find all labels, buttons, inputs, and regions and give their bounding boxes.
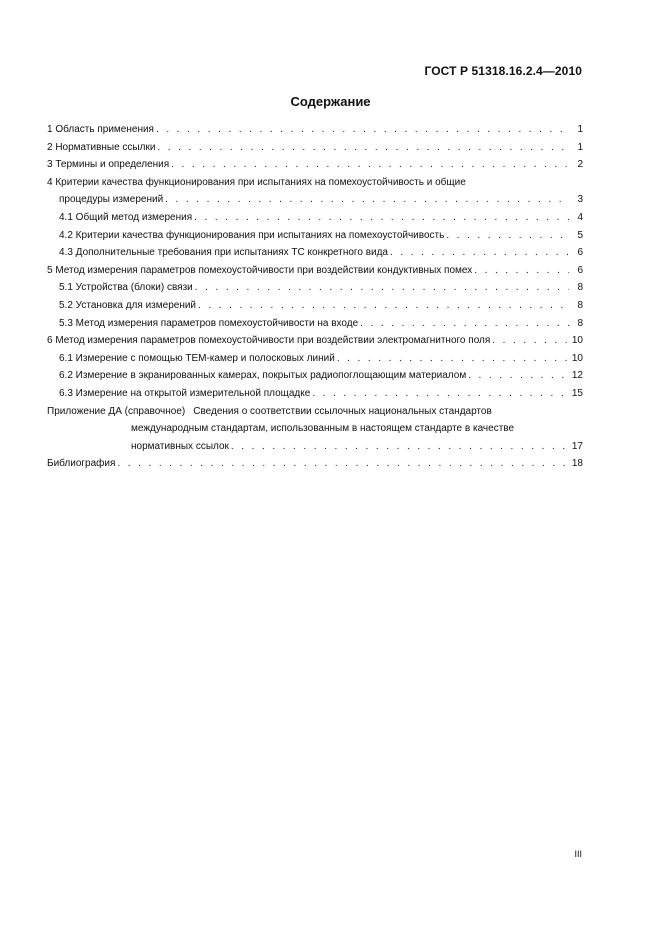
document-code: ГОСТ Р 51318.16.2.4—2010 [424,64,582,78]
toc-entry-page: 8 [577,299,583,311]
appendix-title-line: международным стандартам, использованным в настоящем стандарте в качестве [131,423,515,435]
toc-title: Содержание [290,94,371,109]
dot-leader [198,297,569,315]
dot-leader [492,332,568,350]
toc-entry-page: 10 [571,352,583,364]
toc-entry-6-2[interactable] [47,367,583,385]
toc-entry-4-2[interactable] [47,227,583,245]
toc-entry-label: 6 Метод измерения параметров помехоустойчивости при воздействии электромагнитного поля [47,335,491,347]
dot-leader [360,315,569,333]
toc-entry-page: 10 [571,335,583,347]
toc-entry-label: 2 Нормативные ссылки [47,141,156,153]
dot-leader [231,438,568,456]
toc-entry-label: 1 Область применения [47,124,154,135]
toc-entry-label-line: 4 Критерии качества функционирования при испытаниях на помехоустойчивость и общие [47,176,466,188]
page-number: III [574,849,582,859]
toc-entry-page: 8 [577,282,583,294]
toc-entry-page: 15 [571,387,583,399]
toc-entry-page: 1 [577,124,583,135]
toc-entry-page: 5 [577,229,583,241]
toc-entry-6-3[interactable] [47,385,583,403]
dot-leader [337,350,568,368]
toc-entry-appendix[interactable] [47,403,583,456]
toc-entry-label: 5.2 Установка для измерений [59,299,197,311]
toc-entry-label: 3 Термины и определения [47,159,170,171]
dot-leader [117,455,567,473]
toc-entry-4-end [47,191,583,209]
dot-leader [312,385,568,403]
dot-leader [171,156,569,174]
toc-entry-page: 12 [571,370,583,382]
dot-leader [390,244,569,262]
dot-leader [165,191,569,209]
toc-entry-label: 5.1 Устройства (блоки) связи [59,282,193,294]
toc-entry-4-3[interactable] [47,244,583,262]
toc-entry-label: 4.2 Критерии качества функционирования при испытаниях на помехоустойчивость [59,229,445,241]
toc-entry-label: 6.2 Измерение в экранированных камерах, покрытых радиопоглощающим материалом [59,370,467,382]
toc-entry-3[interactable] [47,156,583,174]
toc-entry-page: 8 [577,317,583,329]
toc-entry-5[interactable] [47,262,583,280]
toc-entry-2[interactable] [47,139,583,157]
toc-entry-label: нормативных ссылок [131,440,229,452]
appendix-title-line: Сведения о соответствии ссылочных национальных стандартов [193,405,492,417]
toc-entry-page: 1 [577,141,583,153]
toc-entry-4-1[interactable] [47,209,583,227]
toc-entry-5-3[interactable] [47,315,583,333]
dot-leader [157,139,569,157]
appendix-prefix: Приложение ДА (справочное) [47,405,186,417]
toc-entry-label: 6.3 Измерение на открытой измерительной площадке [59,387,311,399]
toc-entry-4[interactable] [47,174,583,209]
toc-entry-page: 6 [577,247,583,259]
toc-entry-page: 3 [577,194,583,206]
toc-entry-6[interactable] [47,332,583,350]
toc-entry-page: 17 [571,440,583,452]
toc-entry-6-1[interactable] [47,350,583,368]
toc-entry-label: Библиография [47,458,116,470]
dot-leader [156,121,569,139]
dot-leader [468,367,568,385]
dot-leader [194,209,569,227]
toc-entry-label: 4.1 Общий метод измерения [59,211,193,223]
appendix-title-end [131,438,583,456]
toc-entry-page: 18 [571,458,583,470]
dot-leader [446,227,569,245]
toc-entry-label: 4.3 Дополнительные требования при испытаниях ТС конкретного вида [59,247,388,259]
toc-entry-page: 2 [577,159,583,171]
toc-entry-5-1[interactable] [47,279,583,297]
appendix-heading [47,403,583,421]
toc-entry-label: 5 Метод измерения параметров помехоустойчивости при воздействии кондуктивных помех [47,264,473,276]
toc-entry-label: процедуры измерений [59,194,164,206]
appendix-body [47,420,583,455]
toc-entry-bibliography[interactable] [47,455,583,473]
dot-leader [474,262,569,280]
dot-leader [195,279,569,297]
toc-entry-5-2[interactable] [47,297,583,315]
toc-entry-label: 6.1 Измерение с помощью ТЕМ-камер и полосковых линий [59,352,335,364]
toc-entry-1[interactable] [47,121,583,139]
toc-entry-page: 4 [577,211,583,223]
table-of-contents [47,121,583,473]
toc-entry-label: 5.3 Метод измерения параметров помехоустойчивости на входе [59,317,359,329]
toc-entry-page: 6 [577,264,583,276]
